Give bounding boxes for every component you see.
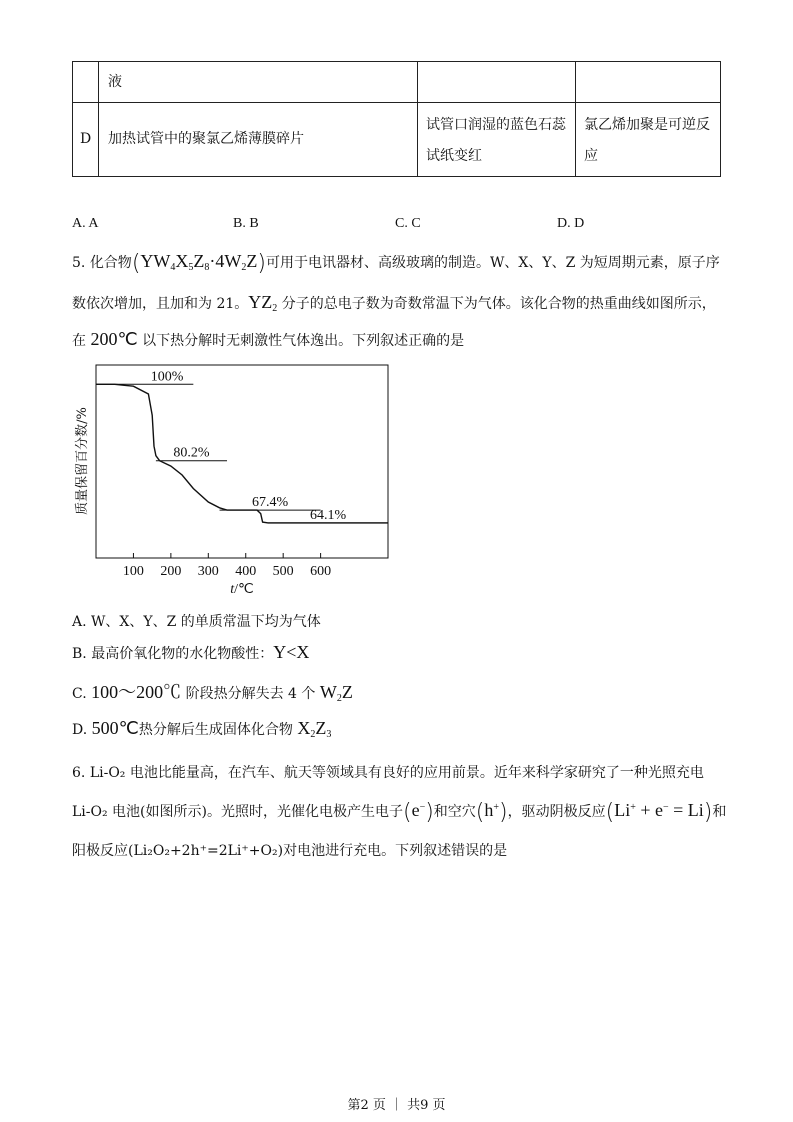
table-border-left <box>72 61 73 177</box>
table-border-bottom <box>72 176 721 177</box>
x-tick-label-200: 200 <box>160 564 182 579</box>
q5-option-d: D. 500℃热分解后生成固体化合物 $X_2Z_3$ <box>72 718 332 740</box>
table-col-divider-3 <box>575 61 576 177</box>
table-border-top <box>72 61 721 62</box>
q6-line-3: 阳极反应(Li₂O₂+2h⁺=2Li⁺+O₂)对电池进行充电。下列叙述错误的是 <box>72 843 508 859</box>
annotation-labels <box>151 369 347 523</box>
annotation-label-0: 100% <box>150 369 184 385</box>
q5-option-c: C. 100～200℃ 阶段热分解失去 4 个 $W_2Z$ <box>72 682 353 704</box>
x-axis-label: t/℃ <box>230 582 254 597</box>
x-tick-label-300: 300 <box>197 564 219 579</box>
q6-line-2: Li-O₂ 电池(如图所示)。光照时，光催化电极产生电子(e−)和空穴(h+)，驱动阴极反应(Li+ + e− = Li)和 <box>72 800 727 825</box>
q6-line-1: 6. Li-O₂ 电池比能量高，在汽车、航天等领域具有良好的应用前景。近年来科学家研究了一种光照充电 <box>72 765 704 781</box>
page-footer: 第2 页 ｜ 共9 页 <box>347 1098 446 1113</box>
chart-frame <box>96 365 388 558</box>
paren-close: ) <box>257 251 266 276</box>
x-tick-label-100: 100 <box>122 564 144 579</box>
formula: $YW_4X_5Z_8\cdot 4W_2Z$ <box>140 251 258 273</box>
table-col-divider-1 <box>98 61 99 177</box>
table-col-divider-2 <box>417 61 418 177</box>
q5-line-3: 在 200℃ 以下热分解时无刺激性气体逸出。下列叙述正确的是 <box>72 329 465 349</box>
annotation-label-1: 80.2% <box>173 445 210 461</box>
q5-option-a: A. W、X、Y、Z 的单质常温下均为气体 <box>72 614 321 630</box>
x-tick-label-600: 600 <box>310 564 332 579</box>
series-thermogravimetric-curve <box>96 384 388 523</box>
q4-option-b: B. B <box>233 216 259 231</box>
table-cell-d-conclusion-1: 氯乙烯加聚是可逆反 <box>584 117 710 133</box>
experiment-table <box>72 61 721 177</box>
table-cell-d-operation: 加热试管中的聚氯乙烯薄膜碎片 <box>108 131 304 147</box>
table-cell-d-phenomenon-2: 试纸变红 <box>426 148 482 164</box>
q5-line-2: 数依次增加，且加和为 21。$YZ_2$ 分子的总电子数为奇数常温下为气体。该化合物的热重曲线如图所示， <box>72 292 716 314</box>
table-cell-d-phenomenon-1: 试管口润湿的蓝色石蕊 <box>426 117 566 133</box>
q4-option-d: D. D <box>557 216 585 231</box>
q5-text-1b: 可用于电讯器材、高级玻璃的制造。W、X、Y、Z 为短周期元素，原子序 <box>266 255 720 271</box>
table-cell-d-conclusion-2: 应 <box>584 148 598 164</box>
thermogravimetric-chart <box>70 360 400 600</box>
q5-number: 5. <box>72 255 86 271</box>
annotation-lines <box>96 384 388 523</box>
table-row-divider <box>72 102 721 103</box>
temp-200: 200℃ <box>90 329 138 349</box>
x-tick-labels <box>123 564 331 579</box>
q5-option-b: B. 最高价氧化物的水化物酸性：Y<X <box>72 642 310 662</box>
table-cell-d-label: D <box>80 131 92 147</box>
table-border-right <box>720 61 721 177</box>
q4-option-c: C. C <box>395 216 421 231</box>
paren-open: ( <box>131 251 141 276</box>
annotation-label-2: 67.4% <box>251 495 289 511</box>
x-tick-label-400: 400 <box>235 564 257 579</box>
annotation-label-3: 64.1% <box>310 507 347 523</box>
x-tick-label-500: 500 <box>272 564 294 579</box>
q4-option-a: A. A <box>72 216 99 231</box>
q5-line-1 <box>72 251 720 276</box>
x-axis-ticks <box>133 553 320 558</box>
y-axis-label: 质量保留百分数/% <box>75 407 90 515</box>
table-cell-prev-desc: 液 <box>108 74 122 90</box>
formula-yz2: $YZ_2$ <box>248 292 278 314</box>
q5-text-1a: 化合物 <box>89 255 132 271</box>
